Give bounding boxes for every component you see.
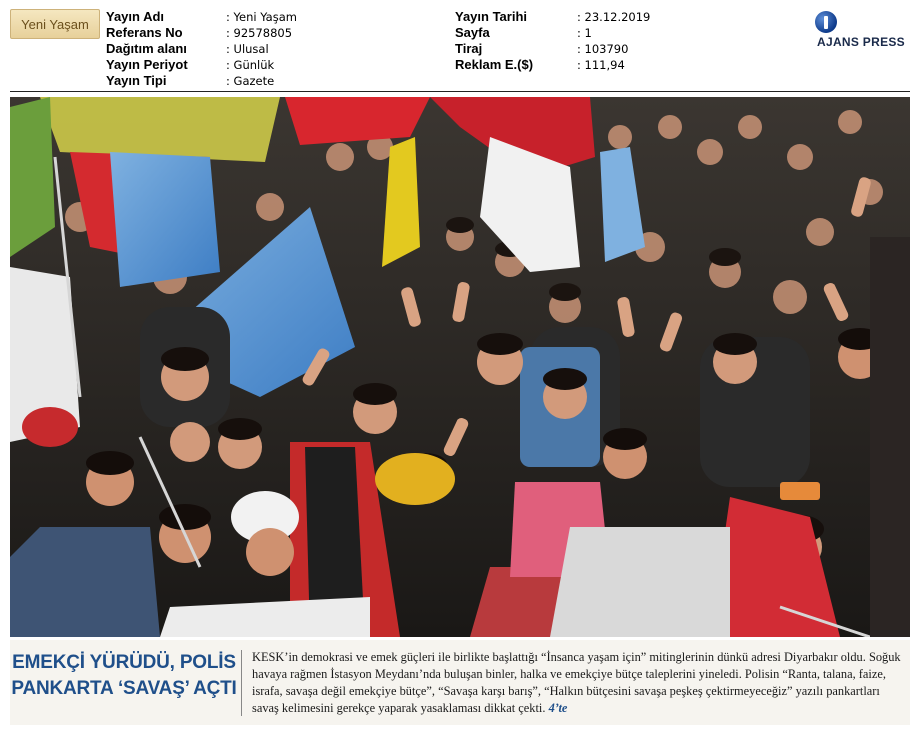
rally-photo [10, 97, 910, 637]
meta-value: : Yeni Yaşam [226, 10, 297, 24]
meta-value: : 92578805 [226, 26, 293, 40]
meta-key: Sayfa [455, 25, 490, 40]
meta-row [106, 9, 297, 25]
meta-row [455, 57, 650, 73]
meta-row [106, 57, 297, 73]
meta-row [455, 41, 650, 57]
meta-value: : Günlük [226, 58, 275, 72]
meta-key: Yayın Tipi [106, 73, 167, 88]
meta-key: Yayın Tarihi [455, 9, 528, 24]
meta-row [106, 73, 297, 89]
meta-value: : Gazete [226, 74, 275, 88]
meta-key: Referans No [106, 25, 183, 40]
meta-value: : 103790 [577, 42, 629, 56]
meta-key: Yayın Periyot [106, 57, 188, 72]
meta-value: : 23.12.2019 [577, 10, 651, 24]
header-divider [10, 91, 910, 92]
agency-name: AJANS PRESS [817, 35, 905, 49]
caption-divider [241, 650, 242, 716]
clipping-header [0, 0, 920, 92]
meta-key: Yayın Adı [106, 9, 165, 24]
meta-key: Dağıtım alanı [106, 41, 187, 56]
article-body: KESK’in demokrasi ve emek güçleri ile birlikte başlattığı “İnsanca yaşam için” mitinglerinin dünkü adresi Diyarbakır oldu. Soğuk havaya rağmen İstasyon Meydanı’nda buluşan binler, halka ve emekçiye bütçe taleplerini yineledi. Polisin “Ranta, talana, faize, israfa, savaşa değil emekçiye bütçe”, “Savaşa karşı barış”, “Halkın bütçesini savaşa peşkeş çektirmeyeceğiz” yazılı pankartları savaş kelimesini gerekçe yaparak yasaklaması dikkat çekti. [252, 650, 901, 715]
meta-row [455, 9, 650, 25]
publication-badge-label: Yeni Yaşam [21, 16, 89, 32]
article-headline: EMEKÇİ YÜRÜDÜ, POLİS PANKARTA ‘SAVAŞ’ AÇTI [11, 652, 237, 699]
publication-badge [10, 9, 100, 39]
agency-logo [815, 9, 915, 49]
article-summary [252, 649, 907, 717]
meta-right-column [455, 9, 650, 73]
meta-value: : 111,94 [577, 58, 625, 72]
meta-row [106, 41, 297, 57]
meta-left-column [106, 9, 297, 89]
article-caption [10, 640, 910, 725]
meta-key: Reklam E.($) [455, 57, 534, 72]
agency-emblem-icon [815, 11, 837, 33]
meta-value: : Ulusal [226, 42, 269, 56]
meta-row [455, 25, 650, 41]
crowd-illustration [10, 97, 910, 637]
page-reference: 4’te [548, 701, 568, 715]
meta-row [106, 25, 297, 41]
meta-value: : 1 [577, 26, 592, 40]
meta-key: Tiraj [455, 41, 483, 56]
